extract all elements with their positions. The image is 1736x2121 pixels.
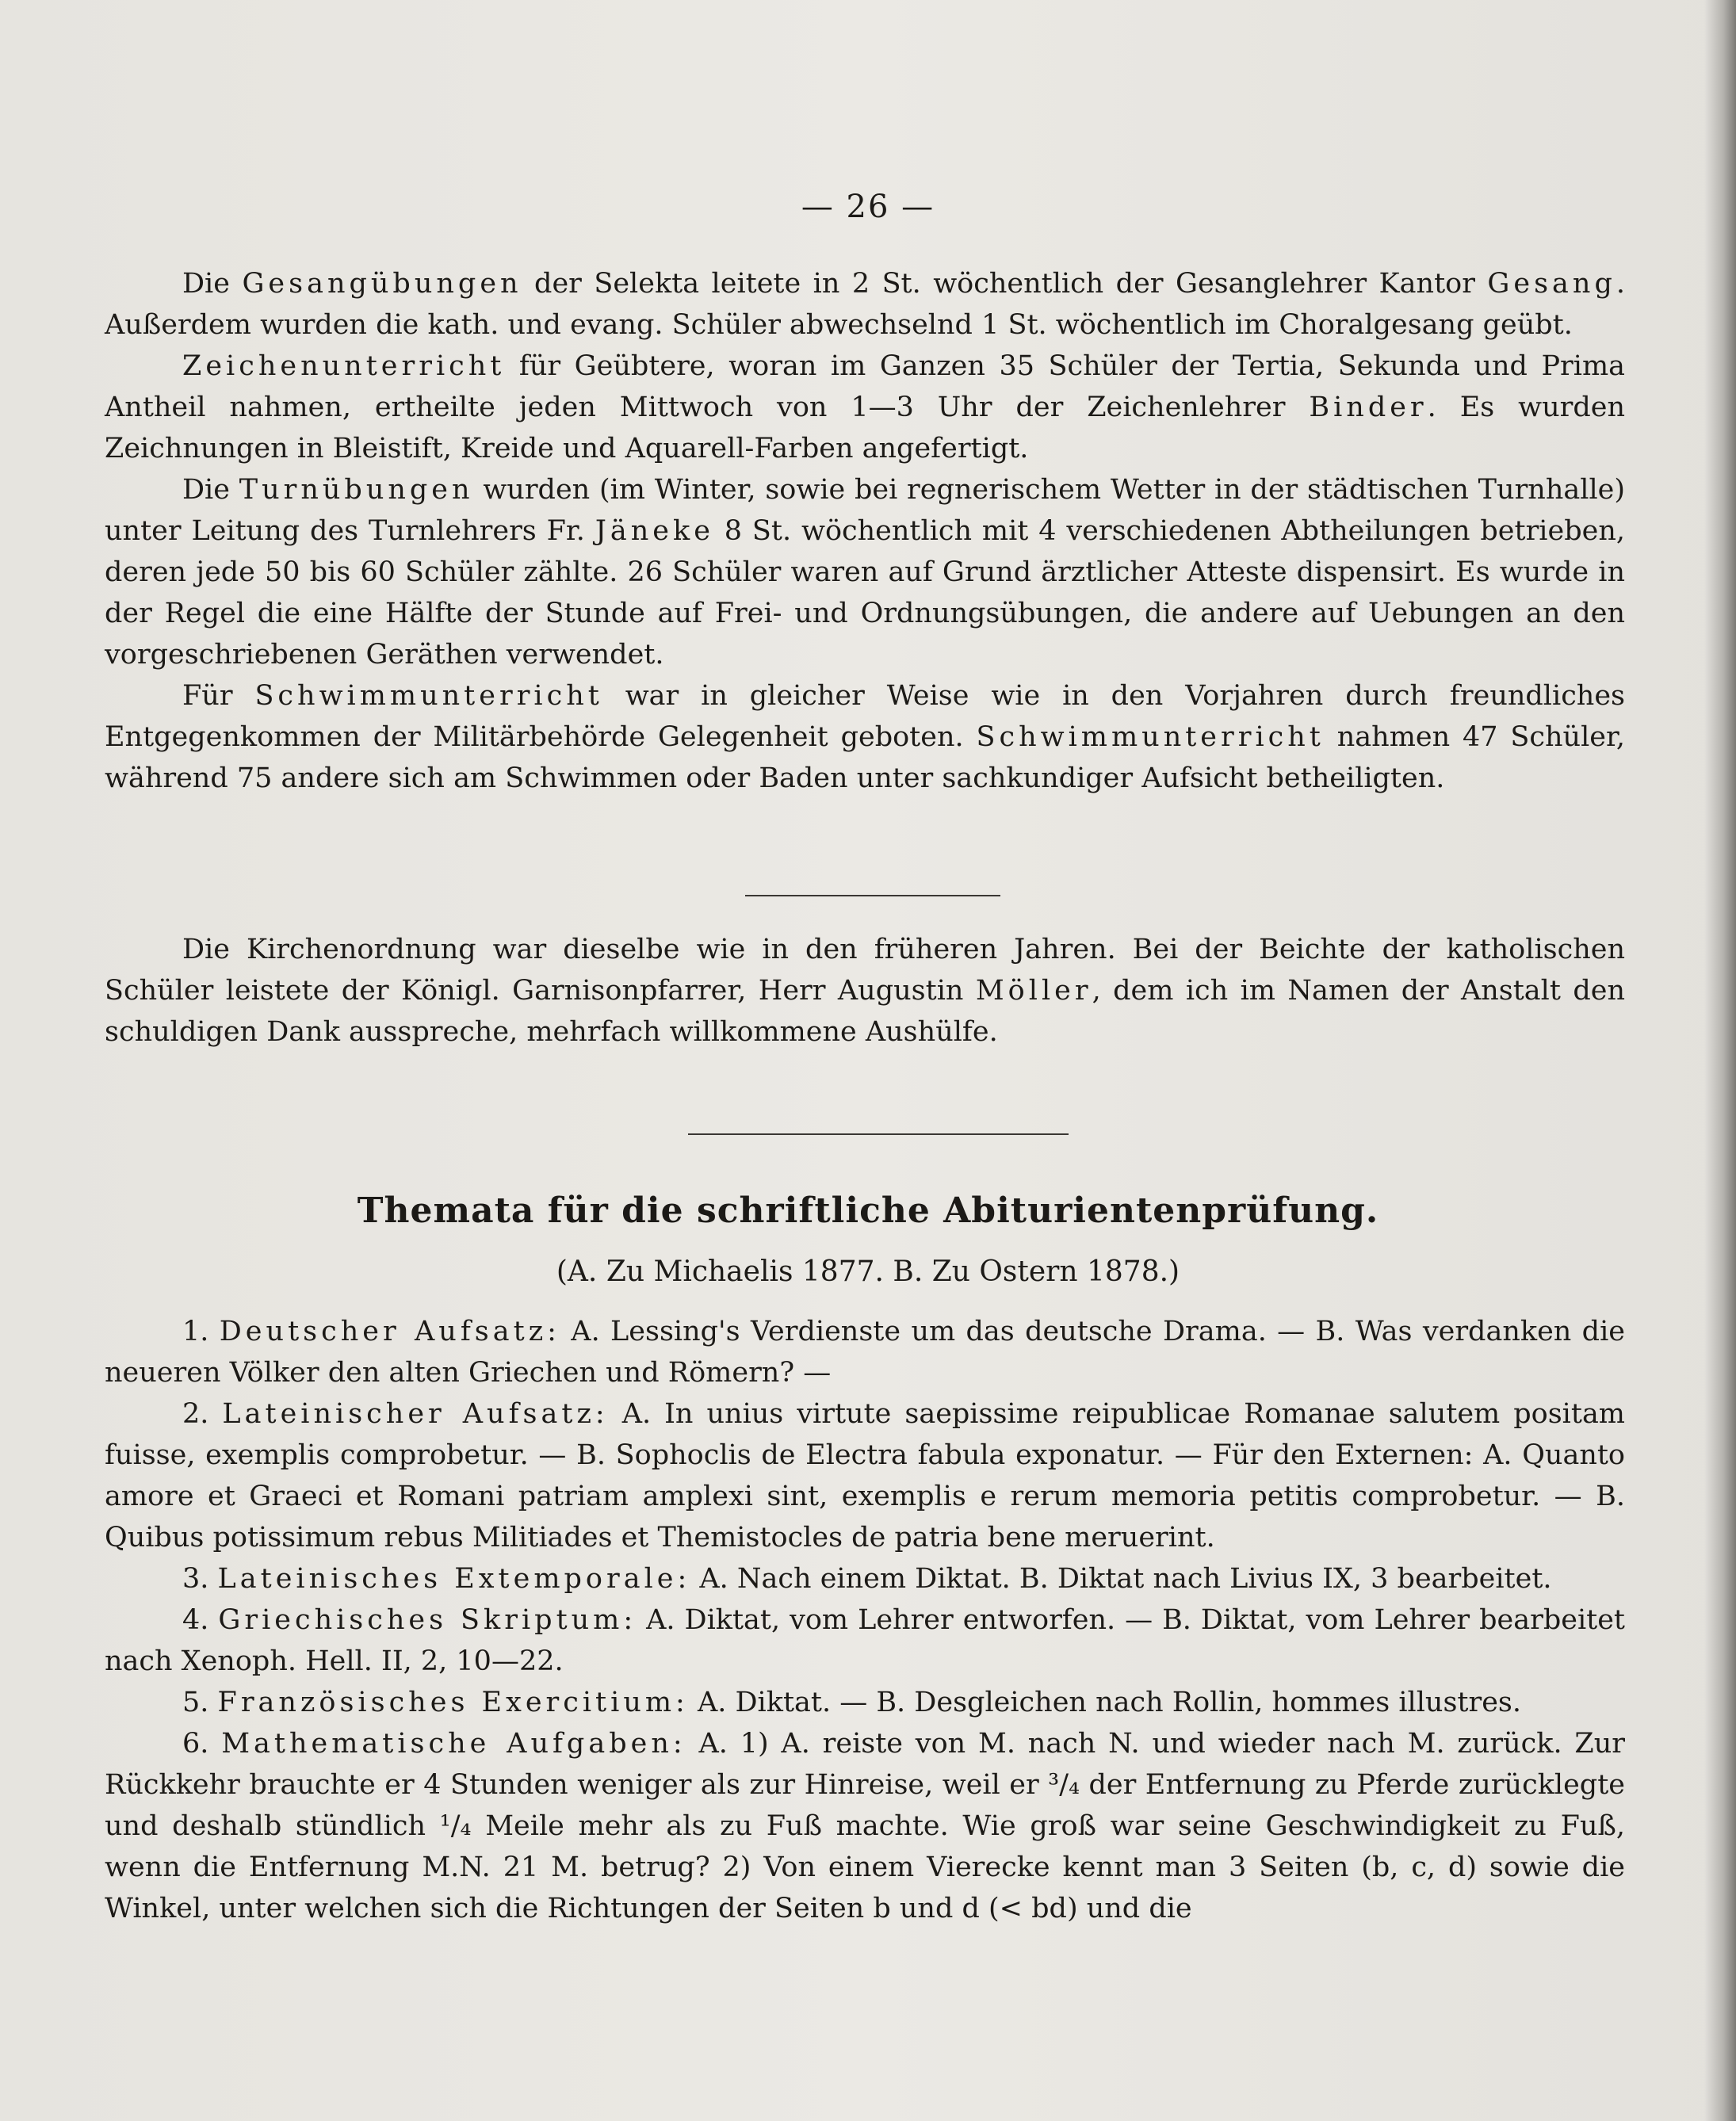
topic-item-german: [105, 1311, 1625, 1393]
spaced-text: Gesangübungen: [242, 268, 522, 300]
church-paragraph: [105, 929, 1625, 1053]
section-title: Themata für die schriftliche Abiturientenprüfung.: [357, 1190, 1379, 1231]
book-spine-shadow: [1704, 0, 1736, 2121]
spaced-text: Binder: [1309, 392, 1428, 423]
text-run: 6.: [182, 1728, 222, 1760]
text-run: A. Diktat, vom Lehrer entworfen. — B. Diktat, vom Lehrer bearbeitet nach Xenoph. Hell. II, 2, 10—22.: [105, 1604, 1625, 1677]
text-run: A. In unius virtute saepissime reipublicae Romanae salutem positam fuisse, exemplis comprobetur. — B. Sophoclis de Electra fabula exponatur. — Für den Externen: A. Quanto amore et Graeci et Romani patriam amplexi sint, exemplis e rerum memoria petitis comprobetur. — B. Quibus potissimum rebus Militiades et Themistocles de patria bene meruerint.: [105, 1398, 1625, 1553]
spaced-text: Turnübungen: [239, 474, 474, 506]
text-run: A. Nach einem Diktat. B. Diktat nach Livius IX, 3 bearbeitet.: [690, 1563, 1552, 1595]
topic-item-french: [105, 1682, 1625, 1723]
exam-topics-list: [105, 1311, 1625, 1929]
text-run: 3.: [182, 1563, 218, 1595]
text-run: Die: [182, 474, 239, 506]
spaced-text: Gesang: [1487, 268, 1616, 300]
text-run: Die: [182, 268, 243, 300]
spaced-text: Jäneke: [595, 515, 714, 547]
text-run: . Außerdem wurden die kath. und evang. Schüler abwechselnd 1 St. wöchentlich im Choralgesang geübt.: [105, 268, 1625, 341]
activities-section: [105, 263, 1625, 799]
text-run: A. Diktat. — B. Desgleichen nach Rollin, hommes illustres.: [688, 1687, 1522, 1718]
church-section: [105, 929, 1625, 1053]
text-run: war in gleicher Weise wie in den Vorjahren durch freundliches Entgegenkommen der Militärbehörde Gelegenheit geboten.: [105, 680, 1626, 753]
swimming-paragraph: [105, 675, 1625, 799]
text-run: . Es wurden Zeichnungen in Bleistift, Kreide und Aquarell-Farben angefertigt.: [105, 392, 1626, 464]
spaced-text: Lateinisches Extemporale:: [217, 1563, 691, 1595]
topic-item-greek: [105, 1599, 1625, 1682]
text-run: A. 1) A. reiste von M. nach N. und wieder nach M. zurück. Zur Rückkehr brauchte er 4 Stunden weniger als zur Hinreise, weil er ³/₄ der Entfernung zu Pferde zurücklegte und deshalb stündlich ¹/₄ Meile mehr als zu Fuß machte. Wie groß war seine Geschwindigkeit zu Fuß, wenn die Entfernung M.N. 21 M. betrug? 2) Von einem Vierecke kennt man 3 Seiten (b, c, d) sowie die Winkel, unter welchen sich die Richtungen der Seiten b und d (< bd) und die: [105, 1728, 1625, 1924]
text-run: Für: [182, 680, 255, 712]
text-run: 4.: [182, 1604, 219, 1636]
section-divider: [745, 895, 1000, 896]
text-run: A. Lessing's Verdienste um das deutsche Drama. — B. Was verdanken die neueren Völker den alten Griechen und Römern? —: [105, 1316, 1625, 1389]
spaced-text: Möller: [975, 975, 1092, 1007]
drawing-paragraph: [105, 346, 1625, 469]
topic-item-latin-extemporale: [105, 1558, 1625, 1599]
text-run: 8 St. wöchentlich mit 4 verschiedenen Abtheilungen betrieben, deren jede 50 bis 60 Schüler zählte. 26 Schüler waren auf Grund ärztlicher Atteste dispensirt. Es wurde in der Regel die eine Hälfte der Stunde auf Frei- und Ordnungsübungen, die andere auf Uebungen an den vorgeschriebenen Geräthen verwendet.: [105, 515, 1626, 671]
spaced-text: Deutscher Aufsatz:: [219, 1316, 560, 1347]
text-run: für Geübtere, woran im Ganzen 35 Schüler der Tertia, Sekunda und Prima Antheil nahmen, ertheilte jeden Mittwoch von 1—3 Uhr der Zeichenlehrer: [105, 350, 1625, 423]
spaced-text: Mathematische Aufgaben:: [221, 1728, 686, 1760]
spaced-text: Zeichenunterricht: [182, 350, 506, 382]
text-run: wurden (im Winter, sowie bei regnerischem Wetter in der städtischen Turnhalle) unter Leitung des Turnlehrers Fr.: [105, 474, 1626, 547]
text-run: 5.: [182, 1687, 218, 1718]
text-run: , dem ich im Namen der Anstalt den schuldigen Dank ausspreche, mehrfach willkommene Aushülfe.: [105, 975, 1625, 1048]
singing-paragraph: [105, 263, 1625, 346]
spaced-text: Lateinischer Aufsatz:: [222, 1398, 609, 1430]
section-subtitle: (A. Zu Michaelis 1877. B. Zu Ostern 1878.): [556, 1255, 1180, 1288]
spaced-text: Griechisches Skriptum:: [218, 1604, 637, 1636]
text-run: nahmen 47 Schüler, während 75 andere sich am Schwimmen oder Baden unter sachkundiger Aufsicht betheiligten.: [105, 721, 1625, 794]
gymnastics-paragraph: [105, 469, 1625, 675]
text-run: Die Kirchenordnung war dieselbe wie in den früheren Jahren. Bei der Beichte der katholischen Schüler leistete der Königl. Garnisonpfarrer, Herr Augustin: [105, 934, 1625, 1007]
topic-item-latin-essay: [105, 1393, 1625, 1558]
page-number: — 26 —: [801, 189, 935, 225]
spaced-text: Schwimmunterricht: [254, 680, 603, 712]
section-divider-2: [688, 1133, 1069, 1135]
text-run: 1.: [182, 1316, 220, 1347]
spaced-text: Schwimmunterricht: [976, 721, 1325, 753]
topic-item-mathematics: [105, 1723, 1625, 1929]
text-run: der Selekta leitete in 2 St. wöchentlich der Gesanglehrer Kantor: [522, 268, 1488, 300]
spaced-text: Französisches Exercitium:: [217, 1687, 689, 1718]
text-run: 2.: [182, 1398, 223, 1430]
